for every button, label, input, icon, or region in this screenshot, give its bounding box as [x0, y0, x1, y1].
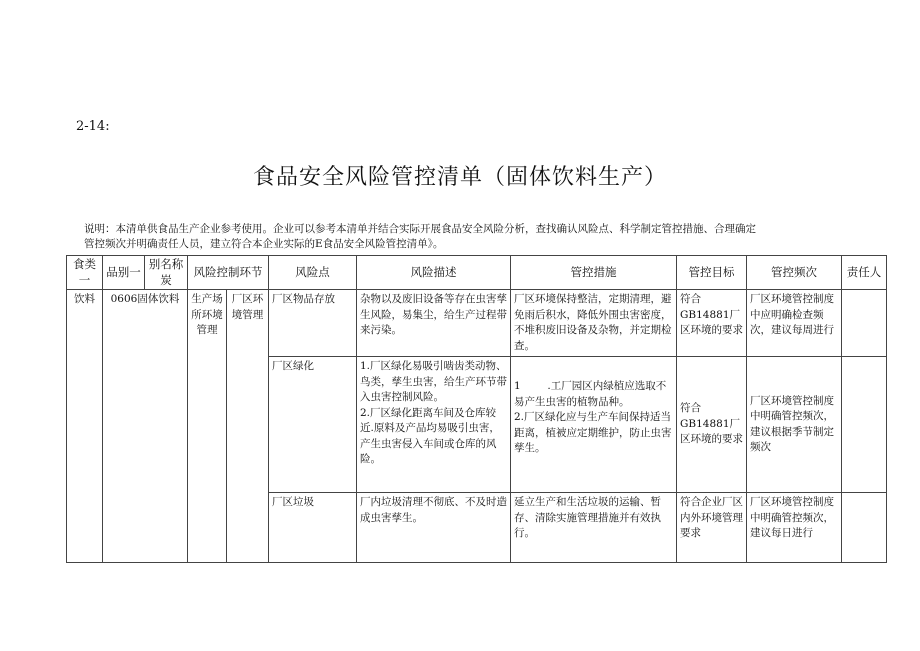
control-measures-cell: [511, 357, 677, 493]
control-frequency-cell: 厂区环境管控制度中明确管控频次，建议每日进行: [747, 493, 842, 563]
control-frequency-cell: 厂区环境管控制度中应明确检查频次，建议每周进行: [747, 290, 842, 357]
responsible-person-cell: [842, 493, 887, 563]
control-target-cell: 符合企业厂区内外环境管理要求: [677, 493, 747, 563]
food-category-cell: 饮料: [67, 290, 103, 563]
responsible-person-cell: [842, 290, 887, 357]
control-frequency-cell: 厂区环境管控制度中明确管控频次，建议根据季节制定频次: [747, 357, 842, 493]
table-row: [67, 290, 887, 357]
risk-description-cell: 厂内垃圾清理不彻底、不及时造成虫害孳生。: [357, 493, 511, 563]
header-control-measures: 管控措施: [511, 256, 677, 290]
control-measure-item: 2.厂区绿化应与生产车间保持适当距离，植被应定期维护，防止虫害孳生。: [514, 411, 672, 454]
header-food-category: 食类一: [67, 256, 103, 290]
risk-control-table: [66, 255, 887, 563]
note-line-2: 管控频次并明确责任人员，建立符合本企业实际的E食品安全风险管控清单》。: [84, 238, 444, 250]
header-risk-point: 风险点: [269, 256, 357, 290]
header-product-category: 品别一: [103, 256, 145, 290]
control-link-cell: 生产场所环境管理: [188, 290, 227, 563]
risk-description-cell: [357, 357, 511, 493]
header-risk-control-link: 风险控制环节: [188, 256, 269, 290]
note-line-1: 说明：本清单供食品生产企业参考使用。企业可以参考本清单并结合实际开展食品安全风险分析，查找确认风险点、科学制定管控措施、合理确定: [84, 223, 756, 235]
control-target-cell: 符合GB14881厂区环境的要求: [677, 357, 747, 493]
risk-point-cell: 厂区绿化: [269, 357, 357, 493]
control-measure-item: 1 .工厂园区内绿植应选取不易产生虫害的植物品种。: [514, 380, 667, 408]
header-risk-description: 风险描述: [357, 256, 511, 290]
control-sublink-cell: 厂区环境管理: [227, 290, 269, 563]
header-control-target: 管控目标: [677, 256, 747, 290]
explanation-note: [84, 222, 864, 252]
control-target-cell: 符合GB14881厂区环境的要求: [677, 290, 747, 357]
product-category-cell: 0606固体饮料: [103, 290, 188, 563]
risk-description-cell: 杂物以及废旧设备等存在虫害孳生风险，易集尘，给生产过程带来污染。: [357, 290, 511, 357]
page-title: 食品安全风险管控清单（固体饮料生产）: [252, 165, 667, 190]
table-header-row: [67, 256, 887, 290]
responsible-person-cell: [842, 357, 887, 493]
risk-point-cell: 厂区物品存放: [269, 290, 357, 357]
risk-description-item: 1.厂区绿化易吸引啮齿类动物、鸟类，孳生虫害，给生产环节带入虫害控制风险。: [360, 360, 507, 403]
document-number: 2-14:: [76, 119, 110, 134]
header-responsible-person: 责任人: [842, 256, 887, 290]
risk-point-cell: 厂区垃圾: [269, 493, 357, 563]
header-control-frequency: 管控频次: [747, 256, 842, 290]
risk-description-item: 2.厂区绿化距离车间及仓库较近.原料及产品均易吸引虫害，产生虫害侵入车间或仓库的风险。: [360, 406, 500, 465]
control-measures-cell: 厂区环境保持整洁，定期清理，避免雨后积水，降低外围虫害密度，不堆积废旧设备及杂物，并定期检查。: [511, 290, 677, 357]
header-category-name: 别名称炭: [145, 256, 188, 290]
control-measures-cell: 延立生产和生活垃圾的运输、暂存、清除实施管理措施并有效执行。: [511, 493, 677, 563]
